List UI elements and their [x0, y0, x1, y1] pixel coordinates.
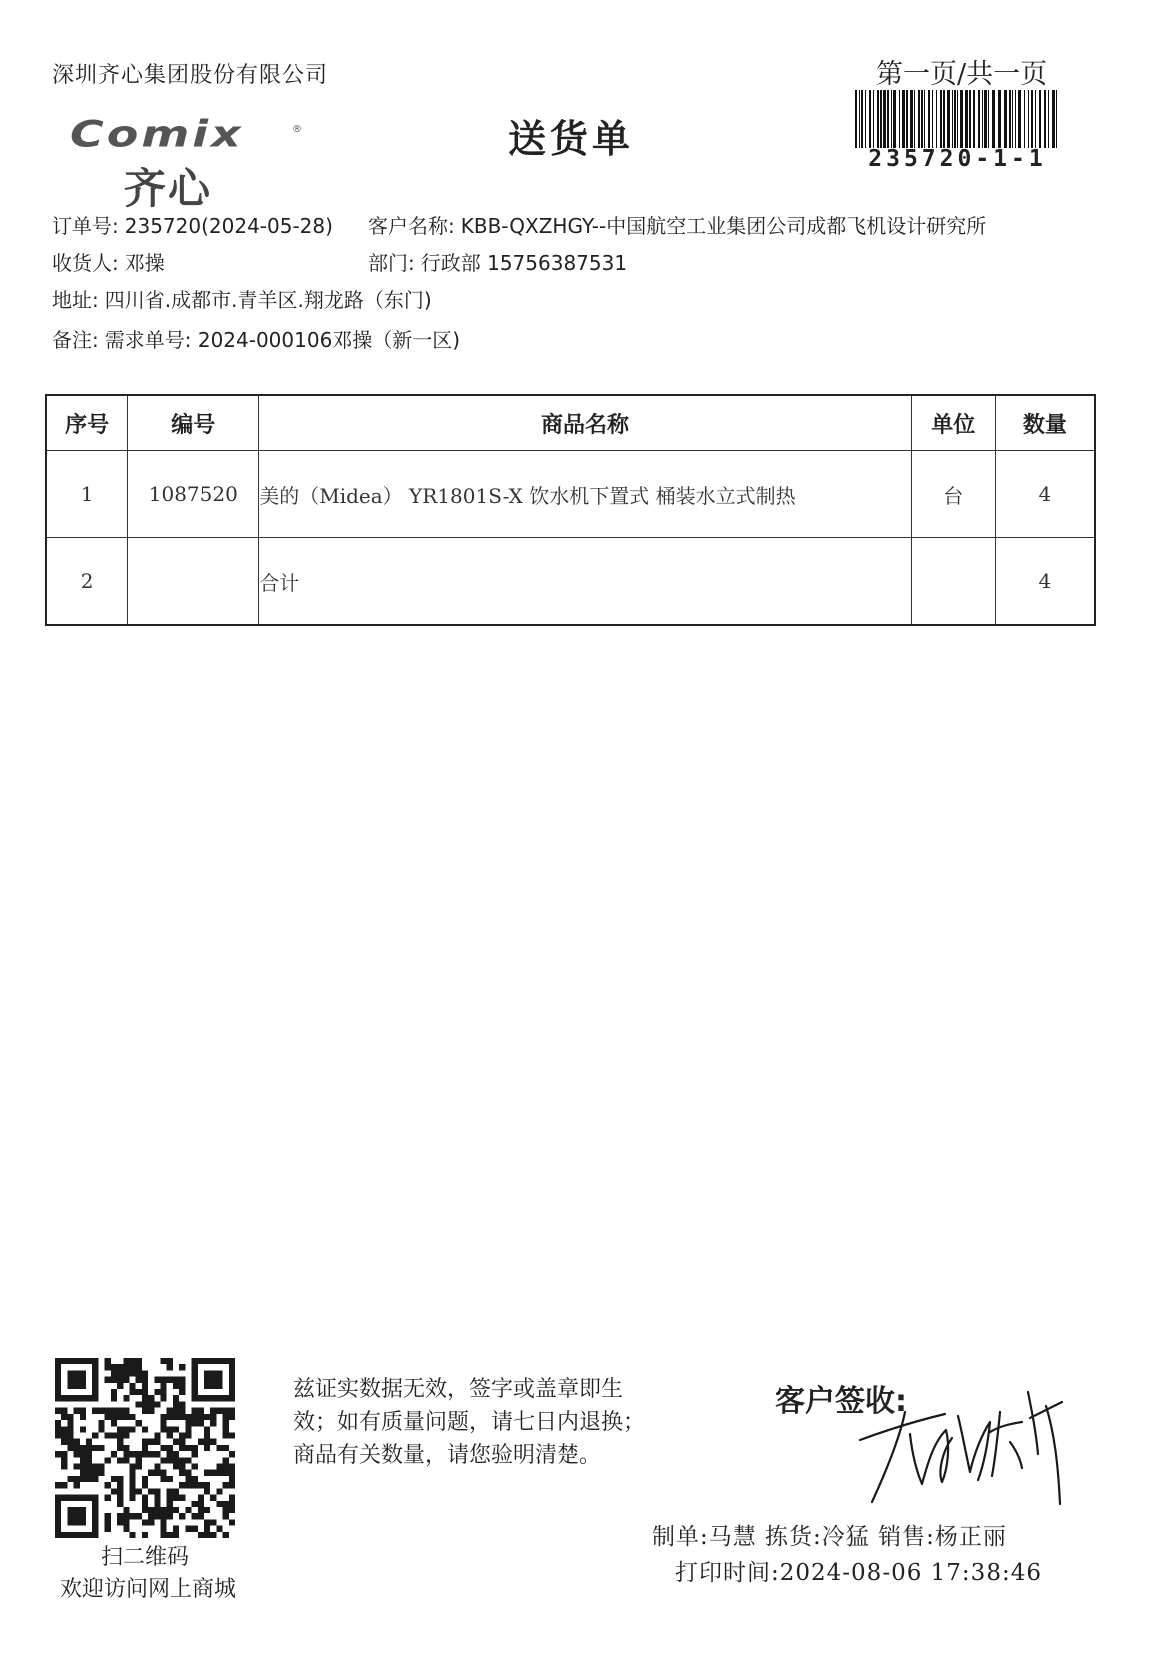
qr-caption-mall: 欢迎访问网上商城	[59, 1577, 236, 1602]
order-number-label: 订单号:	[52, 214, 119, 238]
logo-english: Comix	[70, 112, 244, 156]
page-indicator: 第一页/共一页	[876, 59, 1048, 90]
header-code: 编号	[128, 395, 259, 451]
comix-logo	[70, 112, 310, 213]
department-label: 部门:	[368, 251, 415, 275]
table-header-row	[46, 395, 1095, 451]
notice-line-1: 兹证实数据无效，签字或盖章即生	[293, 1377, 624, 1402]
department-value: 行政部 15756387531	[420, 251, 628, 275]
table-row	[46, 451, 1095, 538]
document-title: 送货单	[508, 117, 635, 161]
cell-unit: 台	[911, 451, 995, 538]
header-unit: 单位	[911, 395, 995, 451]
qr-caption-scan: 扫二维码	[100, 1545, 189, 1570]
remark-label: 备注:	[52, 328, 99, 352]
cell-product-name: 美的（Midea） YR1801S-X 饮水机下置式 桶装水立式制热	[259, 451, 912, 538]
address-field	[52, 284, 432, 313]
customer-value: KBB-QXZHGY--中国航空工业集团公司成都飞机设计研究所	[460, 214, 987, 238]
cell-seq: 1	[46, 451, 128, 538]
cell-code: 1087520	[128, 451, 259, 538]
cell-seq: 2	[46, 538, 128, 626]
receiver-value: 邓操	[124, 251, 165, 275]
cell-total-quantity: 4	[995, 538, 1095, 626]
print-time: 打印时间:2024-08-06 17:38:46	[675, 1560, 1042, 1586]
qr-code[interactable]	[55, 1358, 235, 1538]
order-number-value: 235720(2024-05-28)	[124, 214, 333, 238]
cell-code	[128, 538, 259, 626]
notice-line-2: 效；如有质量问题，请七日内退换；	[293, 1410, 646, 1435]
receiver-label: 收货人:	[52, 251, 119, 275]
customer-signature	[850, 1372, 1080, 1510]
customer-sign-label: 客户签收:	[775, 1384, 907, 1419]
address-label: 地址:	[52, 288, 99, 312]
remark-field	[52, 324, 460, 353]
cell-unit	[911, 538, 995, 626]
company-name: 深圳齐心集团股份有限公司	[52, 63, 329, 88]
cell-quantity: 4	[995, 451, 1095, 538]
cell-total-label: 合计	[259, 538, 912, 626]
header-seq: 序号	[46, 395, 128, 451]
logo-registered-mark: ®	[292, 124, 302, 135]
table-row-total	[46, 538, 1095, 626]
header-quantity: 数量	[995, 395, 1095, 451]
goods-table	[45, 394, 1096, 626]
barcode-number: 235720-1-1	[868, 146, 1047, 172]
remark-value: 需求单号: 2024-000106邓操（新一区)	[104, 328, 461, 352]
receiver-field	[52, 247, 165, 276]
notice-line-3: 商品有关数量，请您验明清楚。	[293, 1443, 602, 1468]
order-number-field	[52, 210, 333, 239]
customer-label: 客户名称:	[368, 214, 455, 238]
barcode	[855, 90, 1060, 148]
department-field	[368, 247, 627, 276]
header-product-name: 商品名称	[259, 395, 912, 451]
staff-info: 制单:马慧 拣货:冷猛 销售:杨正丽	[652, 1524, 1007, 1550]
logo-chinese: 齐心	[124, 164, 213, 213]
address-value: 四川省.成都市.青羊区.翔龙路（东门)	[104, 288, 432, 312]
customer-field	[368, 210, 986, 239]
